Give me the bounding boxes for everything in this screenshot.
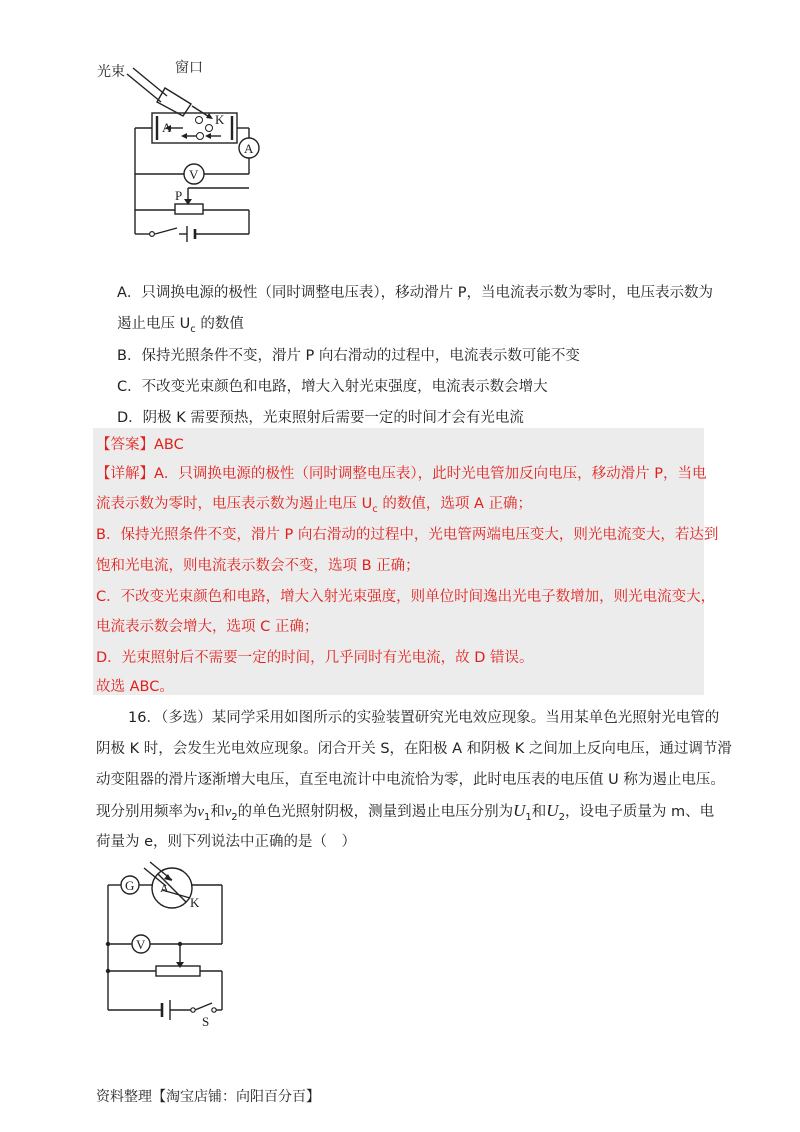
explanation-line-5: C．不改变光束颜色和电路，增大入射光束强度，则单位时间逸出光电子数增加，则光电流变大，	[96, 589, 716, 605]
explanation-line-8: 故选 ABC。	[96, 679, 174, 695]
question16-line3: 动变阻器的滑片逐渐增大电压，直至电流计中电流恰为零，此时电压表的电压值 U 称为遏止电压。	[96, 772, 725, 788]
fig2-cathode-label: K	[190, 895, 200, 910]
fig2-anode-label: A	[160, 881, 169, 895]
explanation-line-2: 流表示数为零时，电压表示数为遏止电压 $U_c$ 的数值，选项 A 正确；	[96, 496, 532, 515]
explanation-line-1: 【详解】A．只调换电源的极性（同时调整电压表），此时光电管加反向电压，移动滑片 P，当电	[96, 466, 707, 482]
fig1-label-cathode: K	[215, 112, 225, 127]
question16-line1: 16．（多选）某同学采用如图所示的实验装置研究光电效应现象。当用某单色光照射光电管的	[128, 710, 720, 726]
option-d: D．阴极 K 需要预热，光束照射后需要一定的时间才会有光电流	[117, 410, 524, 426]
explanation-line-4: 饱和光电流，则电流表示数会不变，选项 B 正确；	[96, 558, 420, 574]
photoelectric-circuit-figure-2	[100, 860, 240, 1030]
fig1-label-beam: 光束	[97, 64, 125, 80]
fig2-galvanometer-label: G	[125, 878, 135, 893]
explanation-line-3: B．保持光照条件不变，滑片 P 向右滑动的过程中，光电管两端电压变大，则光电流变大，若达到	[96, 527, 719, 543]
fig1-ammeter-label: A	[244, 141, 254, 156]
option-a-line1: A．只调换电源的极性（同时调整电压表），移动滑片 P，当电流表示数为零时，电压表示数为	[117, 285, 714, 301]
fig1-label-anode: A	[162, 120, 172, 135]
question16-line4: 现分别用频率为$v_1$和$v_2$的单色光照射阴极，测量到遏止电压分别为$U_1$和$U_2$，设电子质量为 m、电	[96, 801, 715, 823]
photoelectric-circuit-figure-1	[95, 58, 275, 248]
answer-line: 【答案】ABC	[96, 437, 184, 453]
fig1-label-window: 窗口	[175, 60, 203, 76]
question16-line2: 阴极 K 时，会发生光电效应现象。闭合开关 S，在阳极 A 和阴极 K 之间加上反向电压，通过调节滑	[96, 741, 732, 757]
option-b: B．保持光照条件不变，滑片 P 向右滑动的过程中，电流表示数可能不变	[117, 348, 580, 364]
question16-line5: 荷量为 e，则下列说法中正确的是（ ）	[96, 834, 357, 850]
explanation-line-7: D．光束照射后不需要一定的时间，几乎同时有光电流，故 D 错误。	[96, 650, 534, 666]
fig2-voltmeter-label: V	[136, 937, 146, 952]
fig1-voltmeter-label: V	[189, 167, 199, 182]
explanation-line-6: 电流表示数会增大，选项 C 正确；	[96, 619, 319, 635]
fig2-switch-label: S	[202, 1014, 210, 1029]
option-a-line2: 遏止电压 $U_c$ 的数值	[117, 316, 244, 335]
option-c: C．不改变光束颜色和电路，增大入射光束强度，电流表示数会增大	[117, 379, 548, 395]
footer-source: 资料整理【淘宝店铺：向阳百分百】	[96, 1089, 320, 1105]
fig1-label-slider: P	[175, 188, 183, 203]
